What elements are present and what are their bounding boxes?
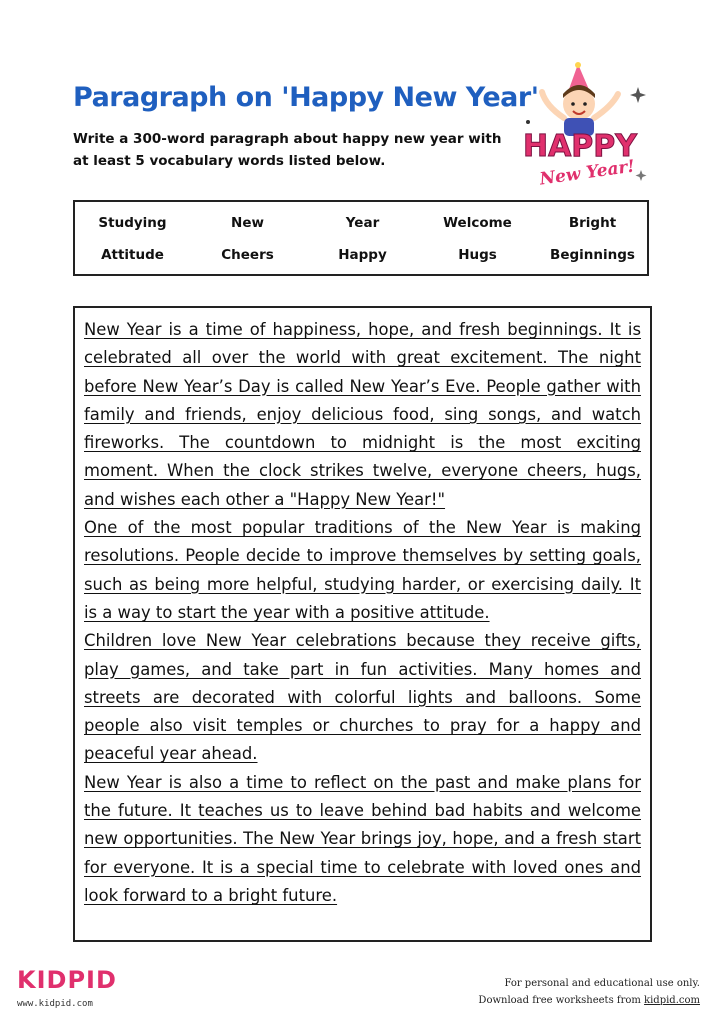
art-text-new-year: New Year! [538, 156, 637, 190]
logo-url: www.kidpid.com [17, 999, 93, 1009]
happy-new-year-illustration [518, 62, 648, 192]
kidpid-link[interactable]: kidpid.com [644, 995, 700, 1006]
vocab-word: New [231, 215, 264, 231]
art-text-happy: HAPPY [522, 129, 638, 164]
vocab-word: Beginnings [550, 247, 635, 263]
instructions: Write a 300-word paragraph about happy new year with at least 5 vocabulary words listed below. [73, 131, 502, 169]
paragraph: New Year is also a time to reflect on the past and make plans for the future. It teaches us to leave behind bad habits and welcome new opportunities. The New Year brings joy, hope, and a fresh start for everyone. It is a special time to celebrate with loved ones and look forward to a bright future. [84, 772, 641, 905]
footer-note [478, 975, 700, 1009]
vocab-word: Studying [98, 215, 167, 231]
paragraph-box [73, 306, 652, 942]
footer-line-2 [478, 992, 700, 1009]
footer-line-1: For personal and educational use only. [504, 978, 700, 989]
vocab-word: Welcome [443, 215, 512, 231]
vocab-word: Attitude [101, 247, 164, 263]
vocab-word: Happy [338, 247, 387, 263]
page-title: Paragraph on 'Happy New Year' [73, 82, 539, 113]
vocab-word: Bright [568, 215, 617, 231]
footer-prefix: Download free worksheets from [478, 995, 645, 1006]
vocab-word: Cheers [221, 247, 274, 263]
paragraph: Children love New Year celebrations because they receive gifts, play games, and take part in fun activities. Many homes and streets are decorated with colorful lights and balloons. Some people also visit temples or churches to pray for a happy and peaceful year ahead. [84, 631, 641, 764]
vocab-word: Hugs [458, 247, 497, 263]
vocabulary-box [73, 200, 649, 276]
paragraph: New Year is a time of happiness, hope, and fresh beginnings. It is celebrated all over the world with great excitement. The night before New Year’s Day is called New Year’s Eve. People gather with family and friends, enjoy delicious food, sing songs, and watch fireworks. The countdown to midnight is the most exciting moment. When the clock strikes twelve, everyone cheers, hugs, and wishes each other a "Happy New Year!" [84, 320, 641, 509]
vocab-word: Year [345, 215, 380, 231]
kidpid-logo: KIDPID [17, 966, 117, 994]
paragraph: One of the most popular traditions of the New Year is making resolutions. People decide to improve themselves by setting goals, such as being more helpful, studying harder, or exercising daily. It is a way to start the year with a positive attitude. [84, 518, 641, 622]
